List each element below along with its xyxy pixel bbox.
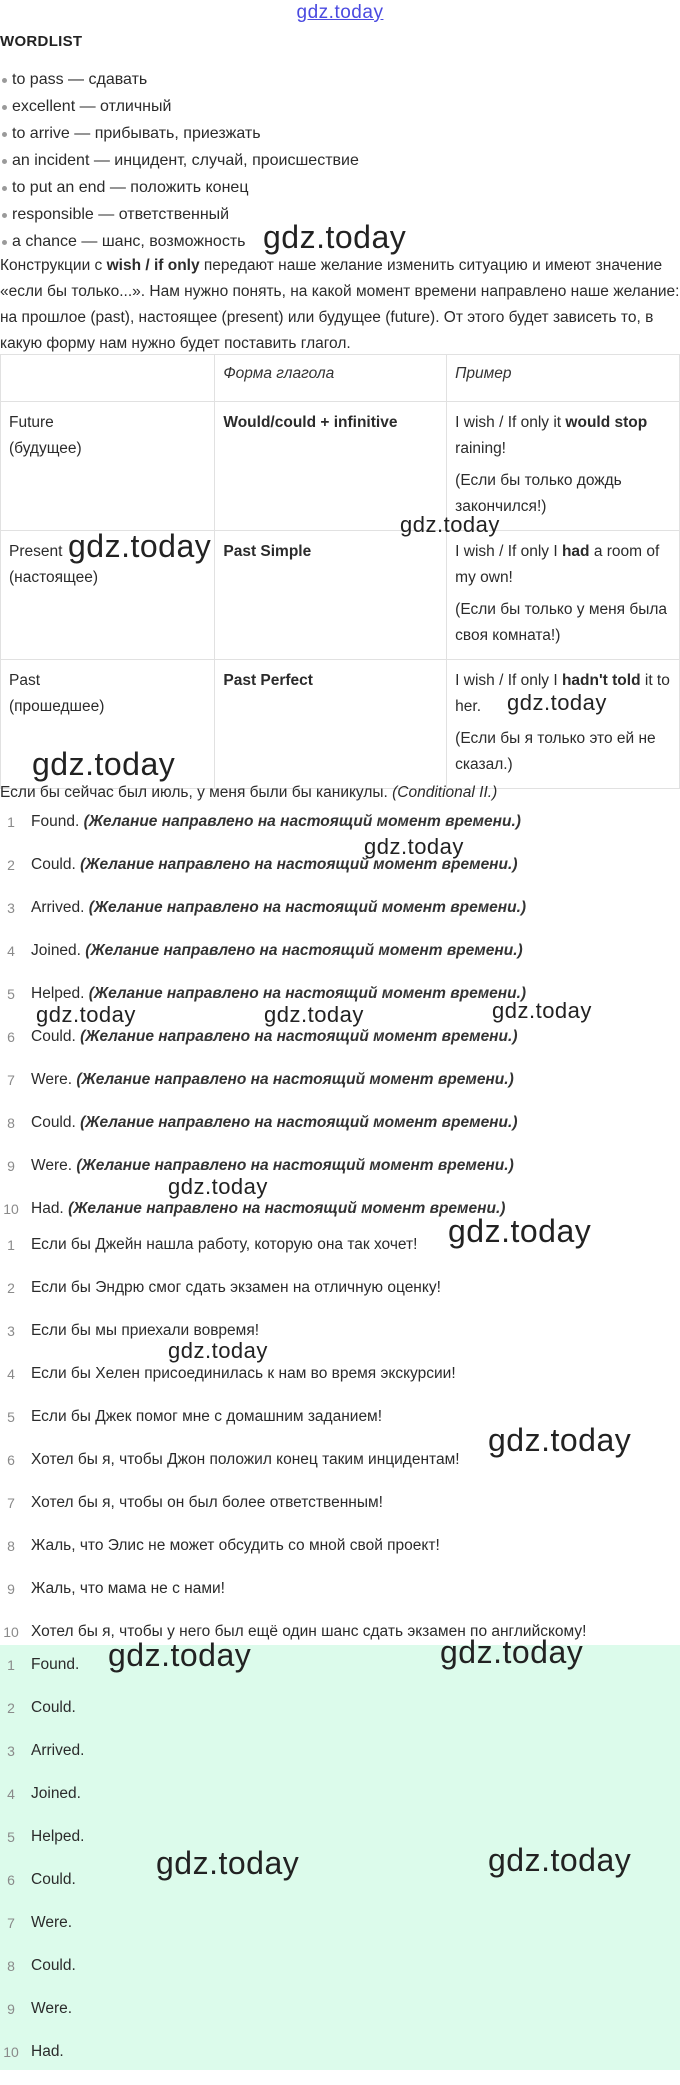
table-header-row <box>1 355 680 402</box>
form-cell <box>215 402 447 531</box>
table-header-form: Форма глагола <box>215 355 447 402</box>
wordlist-heading: WORDLIST <box>0 33 83 50</box>
grammar-table <box>0 354 680 789</box>
table-header-example: Пример <box>447 355 680 402</box>
example-en: I wish / If only it would stop raining! <box>455 414 648 457</box>
wordlist-item: to put an end — положить конец <box>0 174 359 201</box>
watermark: gdz.today <box>32 746 176 782</box>
example-cell <box>447 402 680 531</box>
wordlist-item: responsible — ответственный <box>0 201 359 228</box>
wordlist <box>0 66 359 255</box>
form-cell <box>215 531 447 660</box>
example-ru: (Если бы только у меня была своя комната!) <box>455 601 668 644</box>
example-en: I wish / If only I had a room of my own! <box>455 543 660 586</box>
watermark: gdz.today <box>488 1422 632 1458</box>
intro-text: передают наше желание изменить ситуацию и имеют значение «если бы только...». Нам нужно понять, на какой момент времени направлено наше желание: на прошлое (past), настоящее (present) или будущее (future). От этого будет зависеть то, в какую форму нам нужно будет поставить глагол. <box>0 257 680 352</box>
watermark: gdz.today <box>168 1338 268 1363</box>
watermark: gdz.today <box>168 1174 268 1199</box>
wordlist-item: a chance — шанс, возможность <box>0 228 359 255</box>
watermark: gdz.today <box>68 528 212 564</box>
watermark: gdz.today <box>448 1213 592 1249</box>
form-cell <box>215 660 447 789</box>
table-header-time <box>1 355 215 402</box>
watermark: gdz.today <box>440 1634 584 1670</box>
watermark: gdz.today <box>492 998 592 1023</box>
example-ru: (Если бы я только это ей не сказал.) <box>455 730 656 773</box>
example-cell <box>447 660 680 789</box>
example-en: I wish / If only I hadn't told it to her. <box>455 672 670 715</box>
time-label: Future <box>9 414 54 431</box>
conditional-example: Если бы сейчас был июль, у меня были бы каникулы. (Conditional II.) <box>0 784 498 801</box>
watermark: gdz.today <box>36 1002 136 1027</box>
wordlist-item: an incident — инцидент, случай, происшествие <box>0 147 359 174</box>
time-cell <box>1 402 215 531</box>
table-row <box>1 531 680 660</box>
verb-form: Past Simple <box>223 543 312 560</box>
conditional-note: (Conditional II.) <box>392 784 498 801</box>
time-label-ru: (настоящее) <box>9 569 99 586</box>
wordlist-item: to arrive — прибывать, приезжать <box>0 120 359 147</box>
watermark: gdz.today <box>400 512 500 537</box>
example-cell <box>447 531 680 660</box>
example-ru: (Если бы только дождь закончился!) <box>455 472 622 515</box>
watermark: gdz.today <box>507 690 607 715</box>
wordlist-item: to pass — сдавать <box>0 66 359 93</box>
verb-form: Would/could + infinitive <box>223 414 398 431</box>
grammar-intro <box>0 253 680 357</box>
answers-panel <box>0 1645 680 2070</box>
site-logo-link[interactable]: gdz.today <box>296 2 384 23</box>
watermark: gdz.today <box>108 1637 252 1673</box>
time-cell <box>1 660 215 789</box>
intro-text: Конструкции с <box>0 257 107 274</box>
time-label: Present <box>9 543 63 560</box>
verb-form: Past Perfect <box>223 672 313 689</box>
intro-keyword: wish / if only <box>106 257 200 274</box>
time-label: Past <box>9 672 41 689</box>
time-cell <box>1 531 215 660</box>
watermark: gdz.today <box>156 1845 300 1881</box>
watermark: gdz.today <box>488 1842 632 1878</box>
watermark: gdz.today <box>263 219 407 255</box>
time-label-ru: (будущее) <box>9 440 82 457</box>
watermark: gdz.today <box>364 834 464 859</box>
watermark: gdz.today <box>264 1002 364 1027</box>
table-row <box>1 402 680 531</box>
wordlist-item: excellent — отличный <box>0 93 359 120</box>
table-row <box>1 660 680 789</box>
time-label-ru: (прошедшее) <box>9 698 105 715</box>
